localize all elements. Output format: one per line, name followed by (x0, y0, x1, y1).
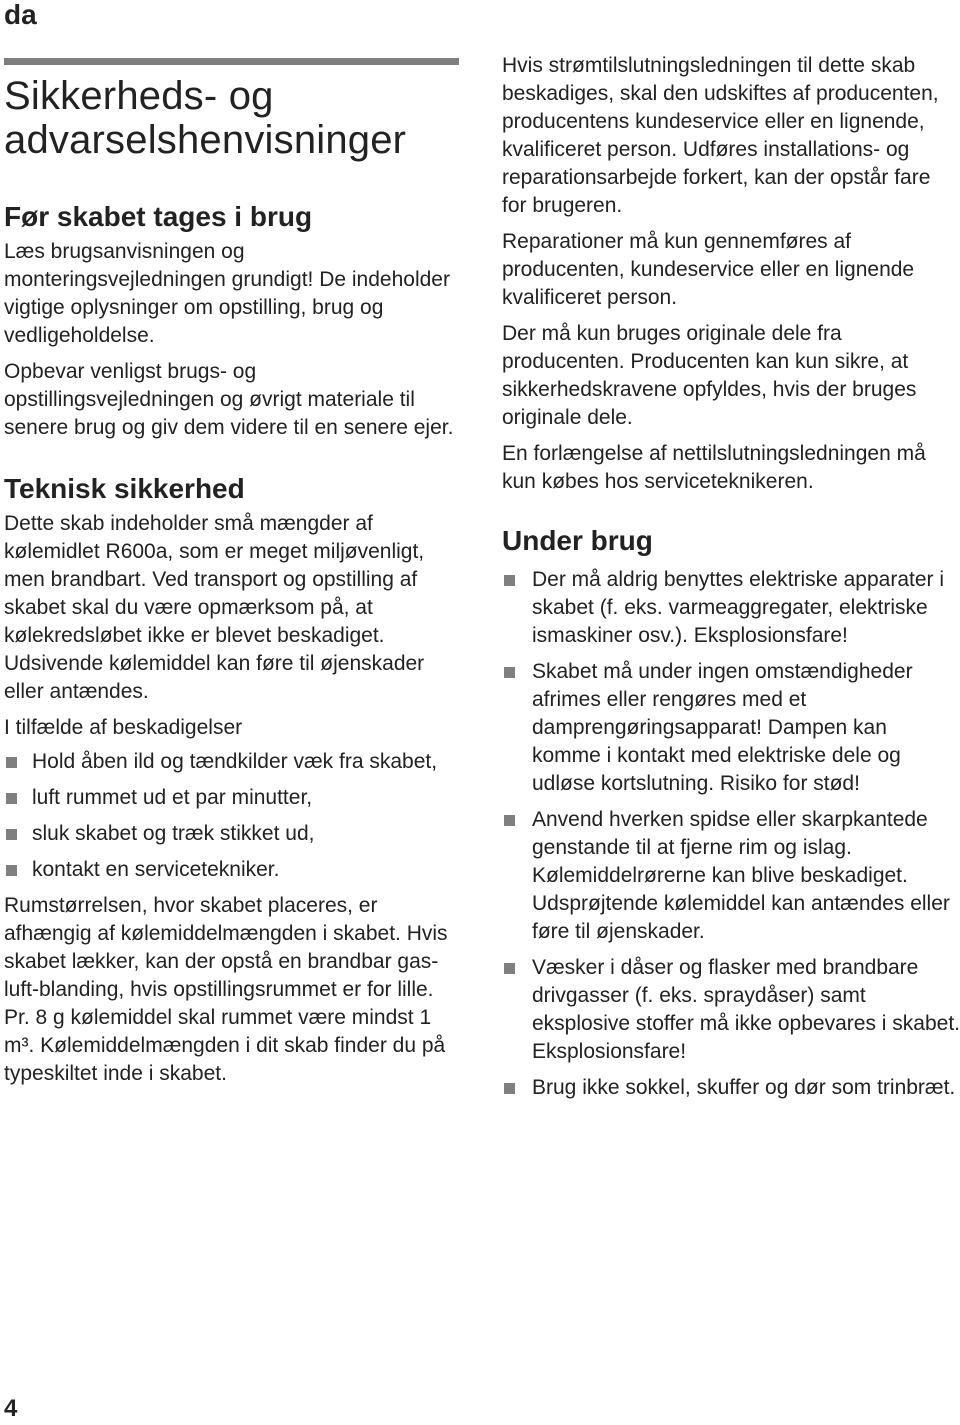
list-item (502, 1074, 960, 1102)
list-item-text: Hold åben ild og tændkilder væk fra skabet, (32, 750, 438, 773)
title-rule (4, 58, 459, 65)
list-item-text: sluk skabet og træk stikket ud, (32, 822, 315, 845)
paragraph: Dette skab indeholder små mængder af kølemidlet R600a, som er meget miljøvenligt, men brandbart. Ved transport og opstilling af skabet skal du være opmærksom på, at kølekredsløbet ikke er blevet beskadiget. Udsivende kølemiddel kan føre til øjenskader eller antændes. (4, 512, 425, 703)
list-item-text: Skabet må under ingen omstændigheder afrimes eller rengøres med et damprengøringsapparat! Dampen kan komme i kontakt med elektriske dele og udløse kortslutning. Risiko for stød! (532, 660, 913, 795)
paragraph: I tilfælde af beskadigelser (4, 716, 243, 739)
square-bullet-icon (504, 575, 515, 586)
list-item-text: kontakt en servicetekniker. (32, 858, 280, 881)
paragraph: Opbevar venligst brugs- og opstillingsvejledningen og øvrigt materiale til senere brug og giv dem videre til en senere ejer. (4, 360, 454, 439)
square-bullet-icon (504, 1083, 515, 1094)
right-column (502, 52, 960, 1110)
square-bullet-icon (504, 815, 515, 826)
bullet-list-during-use (502, 566, 960, 1102)
page-number: 4 (4, 1395, 18, 1422)
paragraph: Læs brugsanvisningen og monteringsvejledningen grundigt! De indeholder vigtige oplysninger om opstilling, brug og vedligeholdelse. (4, 240, 450, 347)
list-item-text: luft rummet ud et par minutter, (32, 786, 313, 809)
paragraph: Rumstørrelsen, hvor skabet placeres, er afhængig af kølemiddelmængden i skabet. Hvis skabet lækker, kan der opstå en brandbar gas-luft-blanding, hvis opstillingsrummet er for lille. (4, 894, 448, 1001)
list-item (4, 856, 459, 884)
list-item (4, 820, 459, 848)
paragraph: Pr. 8 g kølemiddel skal rummet være mindst 1 m³. Kølemiddelmængden i dit skab finder du på typeskiltet inde i skabet. (4, 1006, 446, 1085)
left-column (4, 70, 459, 1088)
paragraph: Reparationer må kun gennemføres af producenten, kundeservice eller en lignende kvalificeret person. (502, 230, 915, 309)
list-item (502, 658, 960, 798)
list-item-text: Der må aldrig benyttes elektriske apparater i skabet (f. eks. varmeaggregater, elektriske ismaskiner osv.). Eksplosionsfare! (532, 568, 945, 647)
language-tag: da (4, 0, 37, 30)
paragraph: Der må kun bruges originale dele fra producenten. Producenten kan kun sikre, at sikkerhedskravene opfyldes, hvis der bruges originale dele. (502, 322, 917, 429)
square-bullet-icon (504, 667, 515, 678)
square-bullet-icon (6, 865, 17, 876)
square-bullet-icon (6, 829, 17, 840)
square-bullet-icon (6, 793, 17, 804)
paragraph: Hvis strømtilslutningsledningen til dette skab beskadiges, skal den udskiftes af producenten, producentens kundeservice eller en lignende, kvalificeret person. Udføres installations- og reparationsarbejde forkert, kan der opstår fare for brugeren. (502, 54, 939, 217)
section-heading-technical: Teknisk sikkerhed (4, 473, 245, 504)
square-bullet-icon (504, 963, 515, 974)
list-item (502, 954, 960, 1066)
list-item-text: Væsker i dåser og flasker med brandbare drivgasser (f. eks. spraydåser) samt eksplosive stoffer må ikke opbevares i skabet. Eksplosionsfare! (532, 956, 960, 1063)
list-item (502, 806, 960, 946)
list-item-text: Brug ikke sokkel, skuffer og dør som trinbræt. (532, 1076, 956, 1099)
list-item-text: Anvend hverken spidse eller skarpkantede genstande til at fjerne rim og islag. Kølemiddelrørerne kan blive beskadiget. Udsprøjtende kølemiddel kan antændes eller føre til øjenskader. (532, 808, 950, 943)
section-heading-before-use: Før skabet tages i brug (4, 201, 313, 232)
list-item (4, 748, 459, 776)
page-title: Sikkerheds- og advarselshenvisninger (4, 74, 407, 162)
paragraph: En forlængelse af nettilslutningsledningen må kun købes hos serviceteknikeren. (502, 442, 926, 493)
bullet-list-damage (4, 748, 459, 884)
section-heading-during-use: Under brug (502, 525, 653, 556)
square-bullet-icon (6, 757, 17, 768)
list-item (4, 784, 459, 812)
list-item (502, 566, 960, 650)
